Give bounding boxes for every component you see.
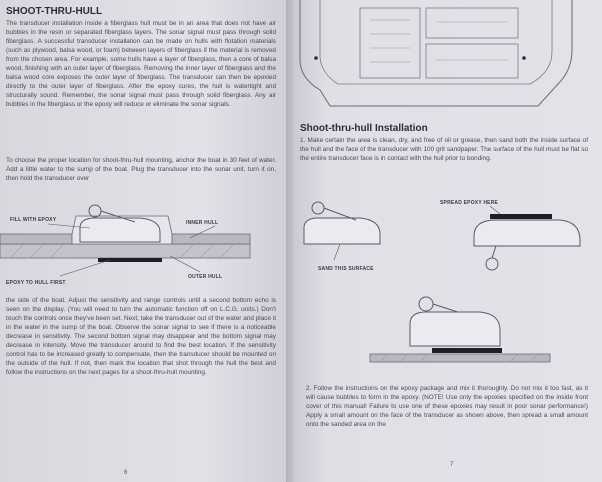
book-gutter [286,0,294,482]
epoxy-layer-bar [98,258,162,262]
shoot-thru-hull-figure [0,198,290,288]
left-page-title: SHOOT-THRU-HULL [6,6,103,17]
sand-surface-figure [300,198,390,258]
label-sand-this-surface: SAND THIS SURFACE [318,266,374,272]
left-page-number: 6 [124,470,128,476]
label-spread-epoxy-here: SPREAD EPOXY HERE [440,200,499,206]
location-paragraph: To choose the proper location for shoot-thru-hull mounting, anchor the boat in 30 feet of water. Add a little water to the sump of the boat. Plug the transducer into the sonar unit, turn it on, then hold the transducer over [6,157,276,182]
left-page [0,0,290,482]
label-inner-hull: INNER HULL [186,220,219,226]
transducer-top-view-figure [290,0,590,110]
epoxy-applied-bar [490,214,552,219]
transducer-on-hull-figure [360,290,560,370]
step-1-paragraph: 1. Make certain the area is clean, dry, and free of oil or grease, then sand both the inside surface of the hull and the face of the transducer with 100 grit sandpaper. The surface of the hull must be flat so the entire transducer face is in contact with the hull prior to bonding. [300,137,588,162]
continuation-paragraph: the side of the boat. Adjust the sensitivity and range controls until a second bottom echo is seen on the display. (You will need to turn the automatic function off on L.C.G. units.) Don't touch the controls once they've been set. Next, take the transducer out of the water and place it in the water in the sump of the boat. Observe the sonar signal to see if there is a noticeable decrease in sensitivity. The second bottom signal may disappear and the bottom signal may decrease in intensity. Move the transducer around to find the best location. If the sensitivity control has to be increased greatly to compensate, then the transducer should be mounted on the outside of the hull. If not, then mark the location that shot through the hull the best and follow the instructions on the next pages for a shoot-thru-hull mounting. [6,297,276,376]
label-epoxy-to-hull-first: EPOXY TO HULL FIRST [6,280,66,286]
epoxy-bond-bar [432,348,502,353]
step-2-paragraph: 2. Follow the instructions on the epoxy package and mix it thoroughly. Do not mix it too fast, as it will cause bubbles to form in the epoxy. (NOTE! Use only the epoxies specified on the inside front cover of this manual! Failure to use one of these epoxies may result in poor sonar performance!) Apply a small amount on the face of the transducer as shown above, then spread a small amount onto the sanded area on the [306,385,588,428]
label-outer-hull: OUTER HULL [188,274,223,280]
section-title: Shoot-thru-hull Installation [300,123,428,134]
right-page [290,0,602,482]
intro-paragraph: The transducer installation inside a fiberglass hull must be in an area that does not have air bubbles in the resin or separated fiberglass layers. The sonar signal must pass through solid fiberglass. A successful transducer installation can be made on hulls with flotation materials (such as plywood, balsa wood, or foam) between layers of fiberglass if the material is removed from the chosen area. For example, some hulls have a layer of fiberglass, then a core of balsa wood, finishing with an outer layer of fiberglass. Removing the inner layer of fiberglass and the balsa wood core exposes the outer layer of fiberglass. The transducer can then be epoxied directly to the outer layer of fiberglass. After the epoxy cures, the hull is watertight and structurally sound. Remember, the sonar signal must pass through solid fiberglass. Any air bubbles in the fiberglass or the epoxy will reduce or eliminate the sonar signals. [6,20,276,108]
spread-epoxy-figure [470,206,590,286]
right-page-number: 7 [450,462,454,468]
label-fill-with-epoxy: FILL WITH EPOXY [10,217,57,223]
